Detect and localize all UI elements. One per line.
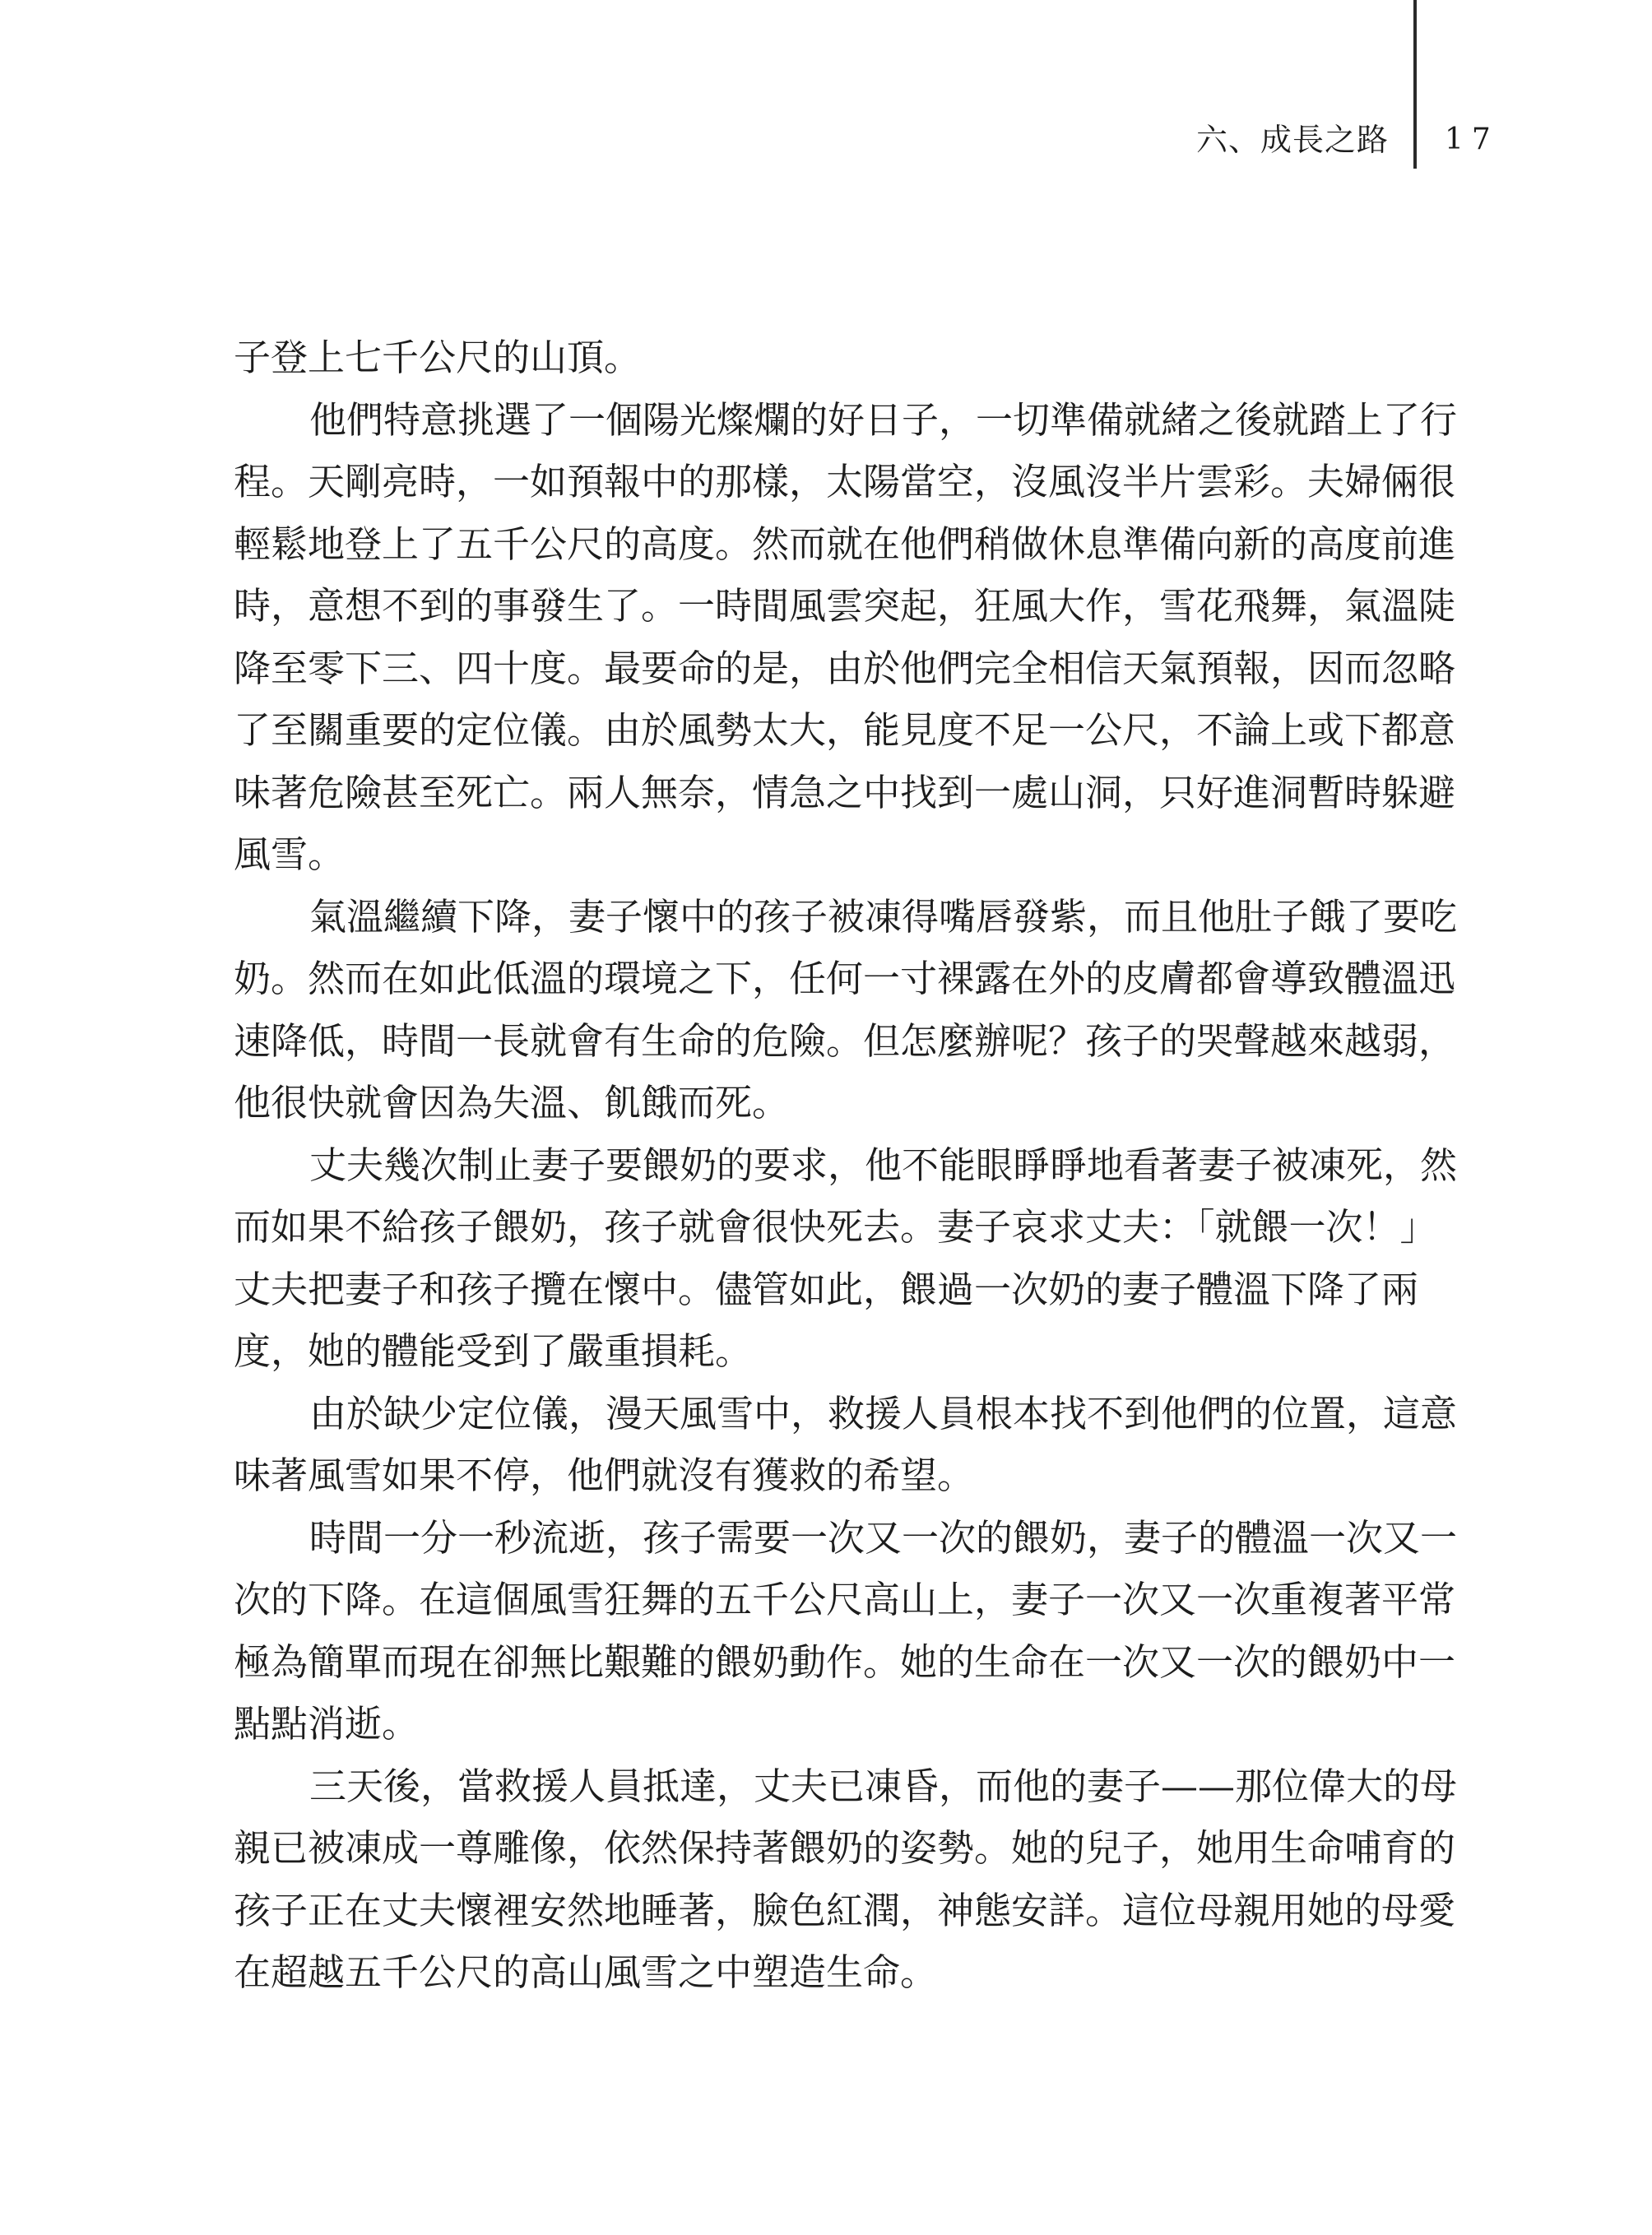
body-text — [234, 327, 1458, 2004]
paragraph-line: 速降低，時間一長就會有生命的危險。但怎麼辦呢？孩子的哭聲越來越弱， — [234, 1018, 1456, 1063]
header-divider-rule — [1413, 0, 1417, 169]
paragraph-line: 而如果不給孩子餵奶，孩子就會很快死去。妻子哀求丈夫：「就餵一次！」 — [234, 1205, 1437, 1249]
paragraph-line: 輕鬆地登上了五千公尺的高度。然而就在他們稍做休息準備向新的高度前進 — [234, 522, 1456, 566]
paragraph-line: 味著危險甚至死亡。兩人無奈，情急之中找到一處山洞，只好進洞暫時躲避 — [234, 770, 1456, 814]
paragraph-line: 降至零下三、四十度。最要命的是，由於他們完全相信天氣預報，因而忽略 — [234, 646, 1456, 690]
paragraph-line: 度，她的體能受到了嚴重損耗。 — [234, 1329, 753, 1373]
paragraph-line: 奶。然而在如此低溫的環境之下，任何一寸裸露在外的皮膚都會導致體溫迅 — [234, 957, 1456, 1000]
paragraph-line: 風雪。 — [234, 832, 346, 876]
page-number: 17 — [1445, 123, 1499, 156]
paragraph-line: 極為簡單而現在卻無比艱難的餵奶動作。她的生命在一次又一次的餵奶中一 — [234, 1639, 1456, 1684]
paragraph-line: 了至關重要的定位儀。由於風勢太大，能見度不足一公尺，不論上或下都意 — [234, 708, 1456, 752]
paragraph-line: 親已被凍成一尊雕像，依然保持著餵奶的姿勢。她的兒子，她用生命哺育的 — [234, 1826, 1456, 1870]
paragraph-line: 孩子正在丈夫懷裡安然地睡著，臉色紅潤，神態安詳。這位母親用她的母愛 — [234, 1888, 1456, 1932]
paragraph-line: 子登上七千公尺的山頂。 — [234, 336, 642, 379]
paragraph-line: 由於缺少定位儀，漫天風雪中，救援人員根本找不到他們的位置，這意 — [309, 1391, 1458, 1435]
paragraph-line: 點點消逝。 — [234, 1702, 420, 1746]
paragraph-line: 他們特意挑選了一個陽光燦爛的好日子，一切準備就緒之後就踏上了行 — [309, 397, 1458, 442]
paragraph-line: 時間一分一秒流逝，孩子需要一次又一次的餵奶，妻子的體溫一次又一 — [309, 1515, 1458, 1560]
paragraph-line: 丈夫幾次制止妻子要餵奶的要求，他不能眼睜睜地看著妻子被凍死，然 — [309, 1143, 1458, 1187]
paragraph-line: 三天後，當救援人員抵達，丈夫已凍昏，而他的妻子——那位偉大的母 — [309, 1764, 1458, 1808]
paragraph-line: 丈夫把妻子和孩子攬在懷中。儘管如此，餵過一次奶的妻子體溫下降了兩 — [234, 1267, 1419, 1311]
running-header-title: 六、成長之路 — [1195, 122, 1389, 158]
paragraph-line: 在超越五千公尺的高山風雪之中塑造生命。 — [234, 1950, 938, 1994]
paragraph-line: 氣溫繼續下降，妻子懷中的孩子被凍得嘴唇發紫，而且他肚子餓了要吃 — [309, 894, 1458, 939]
paragraph-line: 次的下降。在這個風雪狂舞的五千公尺高山上，妻子一次又一次重複著平常 — [234, 1578, 1456, 1621]
paragraph-line: 他很快就會因為失溫、飢餓而死。 — [234, 1081, 790, 1124]
paragraph-line: 程。天剛亮時，一如預報中的那樣，太陽當空，沒風沒半片雲彩。夫婦倆很 — [234, 460, 1456, 503]
paragraph-line: 味著風雪如果不停，他們就沒有獲救的希望。 — [234, 1454, 975, 1497]
paragraph-line: 時，意想不到的事發生了。一時間風雲突起，狂風大作，雪花飛舞，氣溫陡 — [234, 584, 1456, 628]
